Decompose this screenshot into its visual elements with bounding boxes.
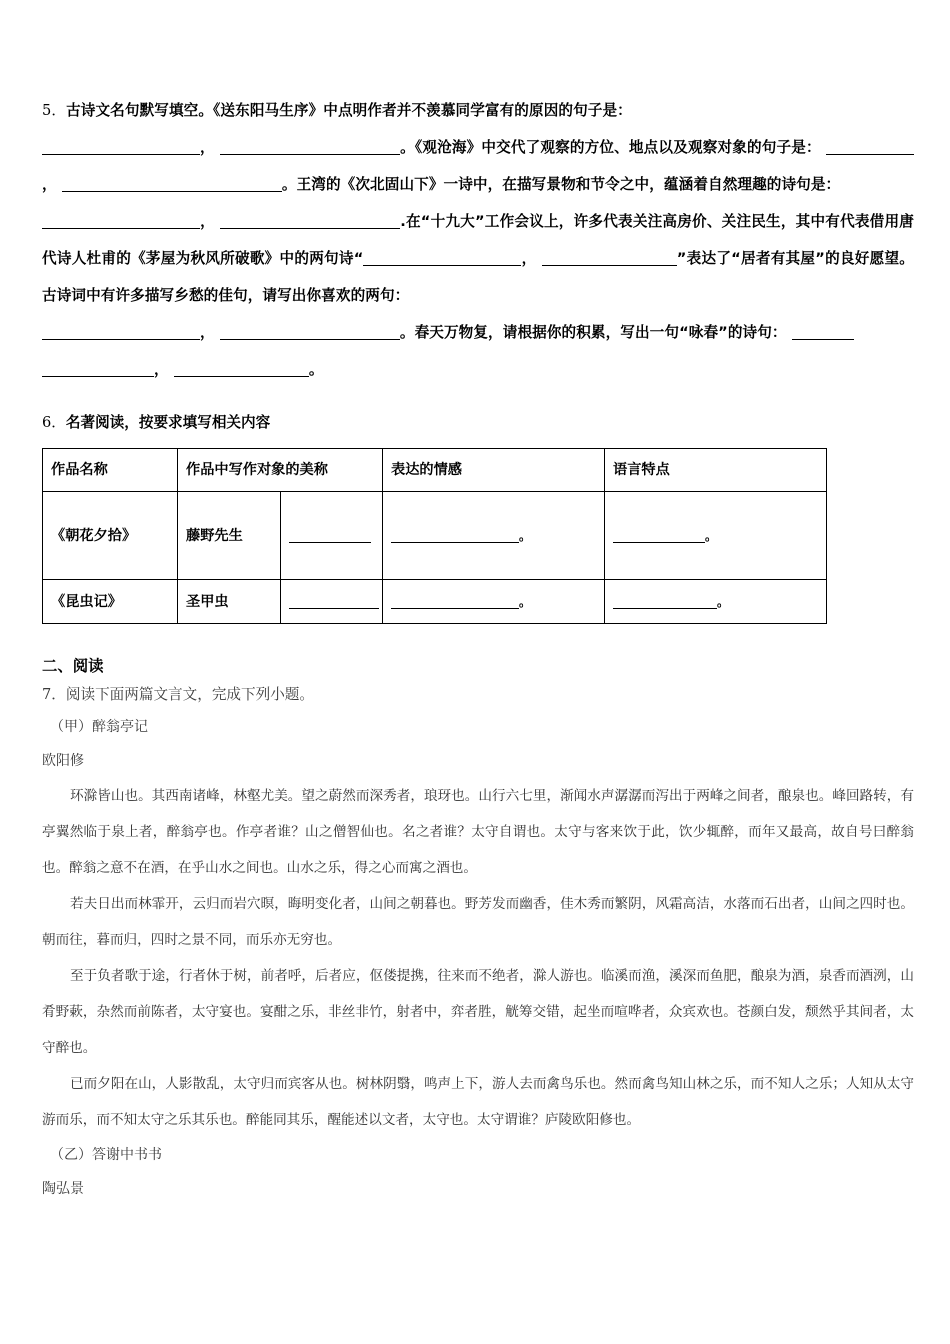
table-header-language: 语言特点: [605, 449, 827, 492]
answer-blank[interactable]: [42, 362, 154, 377]
answer-blank[interactable]: [62, 177, 124, 192]
answer-blank[interactable]: [289, 595, 379, 609]
table-cell-work-name: 《昆虫记》: [43, 580, 178, 624]
passage-yi-author: 陶弘景: [42, 1181, 84, 1197]
period-mark: 。: [717, 594, 730, 609]
passage-jia-paragraph: 环滁皆山也。其西南诸峰，林壑尤美。望之蔚然而深秀者，琅玡也。山行六七里，渐闻水声潺潺而泻出于两峰之间者，酿泉也。峰回路转，有亭翼然临于泉上者，醉翁亭也。作亭者谁？山之僧智仙也。名之者谁？太守自谓也。太守与客来饮于此，饮少辄醉，而年又最高，故自号曰醉翁也。醉翁之意不在酒，在乎山水之间也。山水之乐，得之心而寓之酒也。: [42, 788, 914, 876]
passage-jia-paragraph: 若夫日出而林霏开，云归而岩穴暝，晦明变化者，山间之朝暮也。野芳发而幽香，佳木秀而繁阴，风霜高洁，水落而石出者，山间之四时也。朝而往，暮而归，四时之景不同，而乐亦无穷也。: [42, 896, 914, 948]
table-cell-language[interactable]: [605, 492, 827, 580]
answer-blank[interactable]: [826, 140, 914, 155]
table-cell-alias-blank[interactable]: [280, 492, 383, 580]
section-2-title: 二、阅读: [42, 657, 104, 675]
table-row: [43, 492, 827, 580]
page-content: [42, 92, 914, 1206]
question-7-number: 7．: [42, 686, 66, 703]
table-cell-alias-blank[interactable]: [280, 580, 383, 624]
table-header-emotion: 表达的情感: [383, 449, 605, 492]
question-5-number: 5．: [42, 102, 67, 119]
separator-comma: ，: [42, 176, 57, 193]
answer-blank[interactable]: [391, 529, 519, 543]
table-cell-alias: 藤野先生: [178, 492, 281, 580]
question-5-segment-3: 。王湾的《次北固山下》一诗中，在描写景物和节令之中，蕴涵着自然理趣的诗句是：: [281, 176, 841, 193]
period-mark: 。: [519, 594, 532, 609]
table-header-alias: 作品中写作对象的美称: [178, 449, 383, 492]
answer-blank[interactable]: [42, 140, 200, 155]
table-cell-emotion[interactable]: [383, 492, 605, 580]
question-7: [42, 680, 914, 710]
question-7-text: 阅读下面两篇文言文，完成下列小题。: [65, 686, 314, 703]
answer-blank[interactable]: [220, 214, 400, 229]
answer-blank[interactable]: [391, 595, 519, 609]
separator-comma: ，: [200, 139, 215, 156]
answer-blank[interactable]: [792, 325, 854, 340]
separator-comma: ，: [200, 324, 215, 341]
answer-blank[interactable]: [613, 595, 717, 609]
passage-jia-author: 欧阳修: [42, 753, 84, 769]
question-5-segment-4: .在“十九大”工作会议上，许多代表关注高房价、关注民生，其中有代表借用唐代诗人杜甫的《茅屋为秋风所破歌》中的两句诗“: [42, 213, 914, 267]
table-row: [43, 580, 827, 624]
answer-blank[interactable]: [42, 325, 200, 340]
literature-table: [42, 448, 827, 624]
question-6-title: [42, 410, 914, 436]
separator-comma: ，: [154, 361, 169, 378]
question-6-text: 名著阅读，按要求填写相关内容: [65, 414, 271, 431]
separator-comma: ，: [521, 250, 537, 267]
answer-blank[interactable]: [174, 362, 309, 377]
passage-jia-paragraph: 至于负者歌于途，行者休于树，前者呼，后者应，伛偻提携，往来而不绝者，滁人游也。临溪而渔，溪深而鱼肥，酿泉为酒，泉香而酒洌，山肴野蔌，杂然而前陈者，太守宴也。宴酣之乐，非丝非竹，射者中，弈者胜，觥筹交错，起坐而喧哗者，众宾欢也。苍颜白发，颓然乎其间者，太守醉也。: [42, 968, 914, 1056]
question-5-segment-6: 。春天万物复，请根据你的积累，写出一句“咏春”的诗句：: [399, 324, 787, 341]
passage-jia-paragraph: 已而夕阳在山，人影散乱，太守归而宾客从也。树林阴翳，鸣声上下，游人去而禽鸟乐也。然而禽鸟知山林之乐，而不知人之乐；人知从太守游而乐，而不知太守之乐其乐也。醉能同其乐，醒能述以文者，太守也。太守谓谁？庐陵欧阳修也。: [42, 1076, 914, 1128]
answer-blank[interactable]: [289, 529, 371, 543]
question-5-segment-2: 。《观沧海》中交代了观察的方位、地点以及观察对象的句子是：: [400, 139, 821, 156]
answer-blank[interactable]: [220, 325, 400, 340]
question-5-segment-7: 。: [308, 361, 324, 378]
table-cell-work-name: 《朝花夕拾》: [43, 492, 178, 580]
answer-blank[interactable]: [124, 177, 282, 192]
table-cell-alias: 圣甲虫: [178, 580, 281, 624]
period-mark: 。: [705, 528, 718, 543]
passage-yi-label: （乙）答谢中书书: [50, 1147, 162, 1163]
answer-blank[interactable]: [220, 140, 400, 155]
question-6-number: 6．: [42, 414, 66, 431]
table-cell-language[interactable]: [605, 580, 827, 624]
answer-blank[interactable]: [42, 214, 200, 229]
answer-blank[interactable]: [542, 251, 677, 266]
period-mark: 。: [519, 528, 532, 543]
question-5-segment-5: ”表达了“居者有其屋”的良好愿望。古诗词中有许多描写乡愁的佳句，请写出你喜欢的两句：: [42, 250, 914, 304]
passage-jia-label: （甲）醉翁亭记: [50, 719, 148, 735]
table-header-work-name: 作品名称: [43, 449, 178, 492]
table-header-row: [43, 449, 827, 492]
answer-blank[interactable]: [363, 251, 521, 266]
table-cell-emotion[interactable]: [383, 580, 605, 624]
question-5: [42, 92, 914, 388]
question-5-segment-1: 古诗文名句默写填空。《送东阳马生序》中点明作者并不羡慕同学富有的原因的句子是：: [66, 102, 632, 119]
separator-comma: ，: [200, 213, 215, 230]
answer-blank[interactable]: [613, 529, 705, 543]
